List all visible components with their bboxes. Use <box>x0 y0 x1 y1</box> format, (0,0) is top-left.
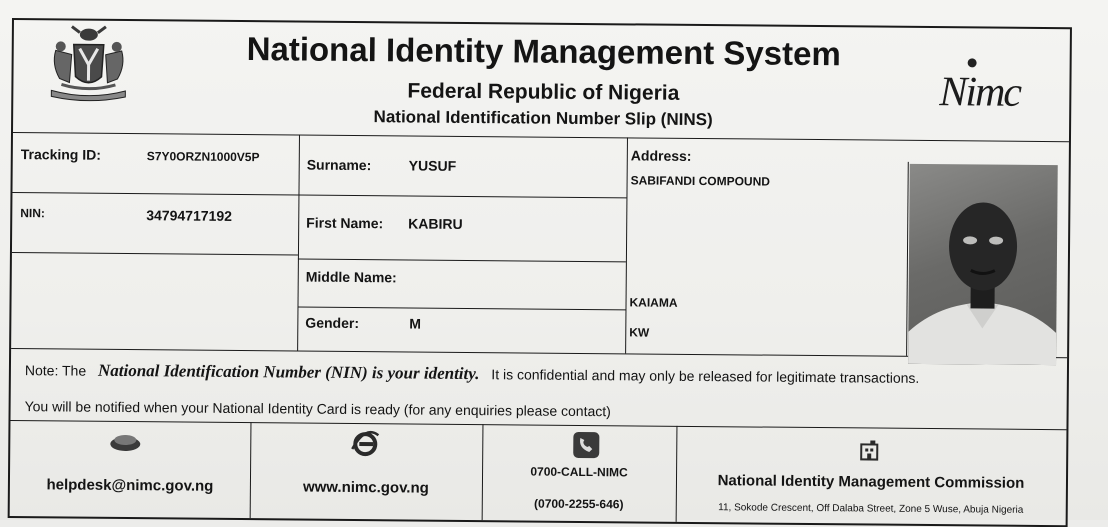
logo-text: Nimc <box>939 69 1021 116</box>
website-link[interactable]: www.nimc.gov.ng <box>302 478 429 497</box>
tracking-id-value: S7Y0ORZN1000V5P <box>146 149 260 165</box>
nin-value: 34794717192 <box>146 207 233 224</box>
phone-number-text: 0700-CALL-NIMC <box>530 464 628 480</box>
gender-value: M <box>409 315 422 332</box>
helpdesk-email-link[interactable]: helpdesk@nimc.gov.ng <box>46 476 214 495</box>
row-line-left-2 <box>12 252 298 255</box>
commission-address: 11, Sokode Crescent, Off Dalaba Street, Zone 5 Wuse, Abuja Nigeria <box>718 502 1024 516</box>
row-line-mid-1 <box>298 195 626 199</box>
phone-number-digits: (0700-2255-646) <box>534 496 624 512</box>
col-divider-2 <box>625 137 628 353</box>
telephone-icon <box>572 431 600 459</box>
portrait-icon <box>908 164 1058 365</box>
holder-photo <box>908 164 1058 365</box>
nin-slip <box>8 18 1072 527</box>
note-emphasis: National Identification Number (NIN) is your identity. <box>97 360 480 384</box>
phone-handset-icon <box>108 431 142 453</box>
row-line-mid-3 <box>297 307 625 311</box>
middle-name-label: Middle Name: <box>305 268 397 286</box>
page-title: National Identity Management System <box>246 30 841 73</box>
note-prefix: Note: The <box>24 362 87 379</box>
country-name: Federal Republic of Nigeria <box>407 79 680 105</box>
note-suffix: It is confidential and may only be released for legitimate transactions. <box>491 366 920 386</box>
note-divider <box>10 420 1066 430</box>
surname-value: YUSUF <box>408 157 457 174</box>
row-line-left-1 <box>12 192 298 195</box>
first-name-value: KABIRU <box>408 215 463 232</box>
header-divider <box>13 132 1069 142</box>
tracking-id-label: Tracking ID: <box>20 146 102 163</box>
first-name-label: First Name: <box>306 214 384 232</box>
col-divider-1 <box>297 135 300 351</box>
gender-label: Gender: <box>305 314 360 332</box>
address-label: Address: <box>630 147 692 164</box>
slip-title: National Identification Number Slip (NINS) <box>373 107 713 130</box>
commission-name: National Identity Management Commission <box>717 472 1025 492</box>
contact-divider-1 <box>250 422 252 518</box>
note-line-2: You will be notified when your National Identity Card is ready (for any enquiries please contact) <box>24 398 611 420</box>
row-line-mid-2 <box>298 259 626 263</box>
nimc-logo <box>933 54 1034 125</box>
address-state: KW <box>629 325 650 340</box>
nin-label: NIN: <box>20 206 46 221</box>
internet-explorer-icon <box>350 429 380 459</box>
surname-label: Surname: <box>306 156 372 174</box>
note-line-1 <box>25 360 920 388</box>
logo-dot-icon <box>968 58 977 67</box>
address-line1: SABIFANDI COMPOUND <box>630 173 771 189</box>
address-town: KAIAMA <box>629 295 678 310</box>
building-icon <box>858 439 880 461</box>
